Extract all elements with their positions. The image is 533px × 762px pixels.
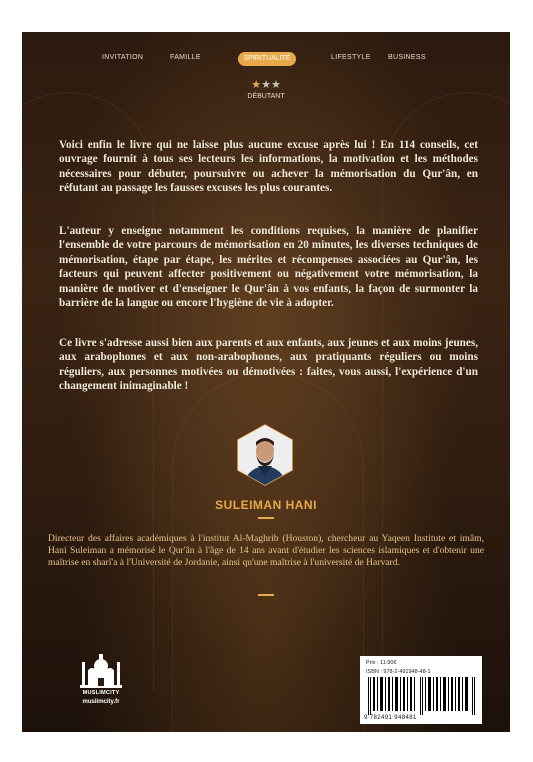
divider	[258, 594, 274, 596]
nav-item-invitation[interactable]: INVITATION	[102, 54, 144, 61]
nav-item-lifestyle[interactable]: LIFESTYLE	[331, 54, 371, 61]
author-bio: Directeur des affaires académiques à l'institut Al-Maghrib (Houston), chercheur au Yaqeen Institute et imâm, Hani Suleiman a mémorisé le Qur'ân à l'âge de 14 ans avant d'étudier les sciences islamiques et d'obtenir une maîtrise en sharî'a à l'Université de Jordanie, ainsi qu'une maîtrise à l'université de Harvard.	[48, 533, 484, 569]
barcode-icon	[368, 677, 476, 715]
description-paragraph-1: Voici enfin le livre qui ne laisse plus aucune excuse après lui ! En 114 conseils, cet ouvrage fournit à tous ses lecteurs les informations, la motivation et les méthodes nécessaires pour débuter, poursuivre ou achever la mémorisation du Qur'ân, en réfutant au passage les fausses excuses les plus courantes.	[59, 139, 478, 195]
star-empty-icon: ★	[261, 79, 271, 91]
barcode-panel	[360, 656, 482, 724]
difficulty-stars	[22, 78, 510, 91]
difficulty-level: DÉBUTANT	[247, 93, 285, 100]
mosque-icon	[74, 652, 128, 690]
book-back-cover	[22, 32, 510, 732]
author-name: SULEIMAN HANI	[215, 498, 317, 512]
barcode-digits: 9 782491 948481	[364, 715, 417, 721]
category-nav	[22, 52, 510, 72]
publisher-logo	[74, 652, 128, 722]
publisher-name: MUSLIMCITY	[82, 690, 120, 696]
star-empty-icon: ★	[270, 79, 281, 91]
star-filled-icon: ★	[251, 79, 262, 91]
nav-item-spiritualite[interactable]: SPIRITUALITÉ	[238, 52, 296, 66]
publisher-site: muslimcity.fr	[82, 699, 120, 705]
author-photo	[236, 424, 294, 486]
price-label: Prix : 11.90€	[366, 660, 397, 666]
description-paragraph-3: Ce livre s'adresse aussi bien aux parents et aux enfants, aux jeunes et aux moins jeunes, aux arabophones et aux non-arabophones, aux pratiquants réguliers ou moins réguliers, aux personnes motivées ou démotivées : faites, vous aussi, l'expérience d'un changement inimaginable !	[59, 337, 478, 393]
nav-item-business[interactable]: BUSINESS	[388, 54, 426, 61]
description-paragraph-2: L'auteur y enseigne notamment les conditions requises, la manière de planifier l'ensemble de votre parcours de mémorisation en 20 minutes, les diverses techniques de mémorisation, étape par étape, les mérites et récompenses associées au Qur'ân, les facteurs qui peuvent affecter positivement ou négativement votre mémorisation, la manière de motiver et d'enseigner le Qur'ân à vos enfants, la façon de surmonter la barrière de la langue ou encore l'hygiène de vie à adopter.	[59, 225, 478, 310]
nav-item-famille[interactable]: FAMILLE	[170, 54, 201, 61]
isbn-label: ISBN : 978-2-491948-48-1	[366, 669, 431, 675]
divider	[258, 517, 274, 519]
